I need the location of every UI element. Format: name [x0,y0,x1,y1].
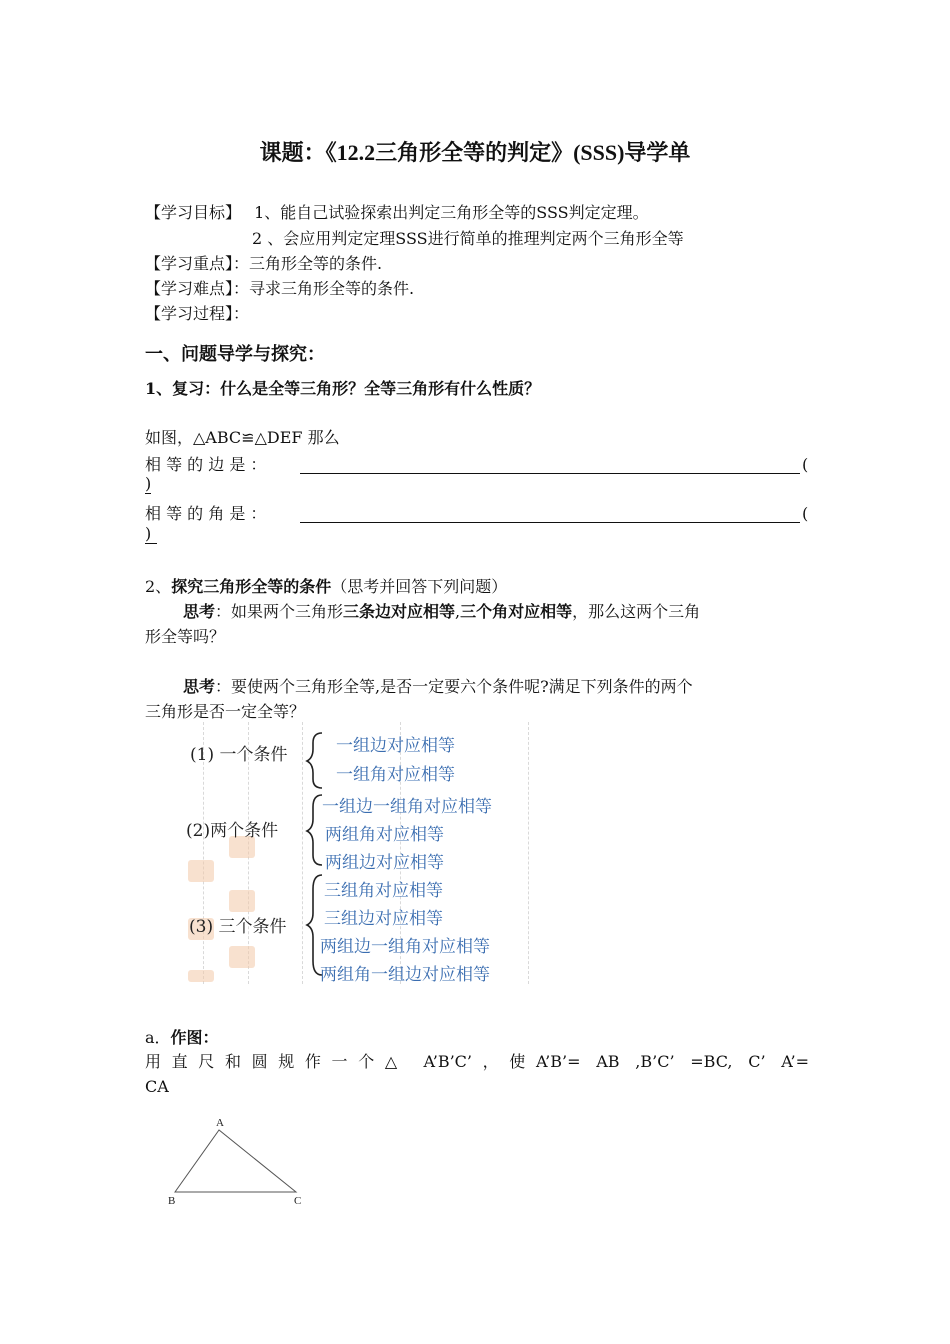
think1-a: ：如果两个三角形 [215,602,344,621]
group3-label: (3) 三个条件 [189,917,287,937]
equal-sides-blank[interactable] [300,455,800,474]
drawing-label-a: a． [145,1028,171,1047]
condition-item: 一组角对应相等 [336,765,455,785]
section2-heading-line [145,574,507,599]
vertex-label-a: A [216,1117,224,1129]
section1-heading: 一、问题导学与探究： [145,344,325,365]
condition-item: 三组角对应相等 [324,881,443,901]
condition-item: 两组边一组角对应相等 [320,937,490,957]
objective-1: 1、能自己试验探索出判定三角形全等的SSS判定定理。 [254,203,649,222]
review-question: 1、复习：什么是全等三角形？全等三角形有什么性质？ [145,379,541,398]
think1-line [183,599,700,624]
equal-angles-label: 相 等 的 角 是 ： [145,504,267,523]
condition-item: 两组角一组边对应相等 [320,965,490,985]
section2-prefix: 2、 [145,577,172,596]
stamp-mark [188,970,214,982]
triangle-outline [175,1130,296,1192]
drawing-instruction: 用直尺和圆规作一个△ A’B’C’，使A’B’= AB ,B’C’ =BC, C’ A’= [145,1052,809,1071]
think1-line2: 形全等吗？ [145,627,226,646]
group1-label: (1) 一个条件 [190,745,288,765]
objective-2: 2 、会应用判定定理SSS进行简单的推理判定两个三角形全等 [252,229,684,248]
brace-group1 [307,733,322,788]
drawing-heading [145,1025,219,1050]
key-point-label: 【学习重点】： [145,254,250,273]
think1-c: , [455,602,461,621]
think2-a: ：要使两个三角形全等,是否一定要六个条件呢?满足下列条件的两个 [215,677,693,696]
page-title: 课题：《12.2三角形全等的判定》(SSS)导学单 [259,140,691,165]
think-label: 思考 [183,602,216,621]
vertex-label-b: B [168,1195,176,1207]
section2-heading: 探究三角形全等的条件 [171,577,332,596]
drawing-instruction-line2: CA [145,1077,169,1096]
paren-close: ) [145,474,152,493]
equal-sides-label: 相 等 的 边 是 ： [145,455,267,474]
think-label: 思考 [183,677,216,696]
objectives-label: 【学习目标】 [145,203,242,222]
paren-open: ( [802,455,809,474]
paren-close: ) [145,525,157,544]
condition-item: 一组边一组角对应相等 [322,797,492,817]
brace-group2 [307,795,322,865]
think2-line2: 三角形是否一定全等？ [145,702,306,721]
stamp-mark [229,890,255,912]
condition-item: 一组边对应相等 [336,736,455,756]
figure-line: 如图，△ABC≌△DEF 那么 [145,428,340,447]
paren-open: ( [802,504,809,523]
triangle-abc [160,1112,320,1212]
difficulty-text: 寻求三角形全等的条件. [249,279,415,298]
section2-note: （思考并回答下列问题） [331,577,508,596]
stamp-mark [229,946,255,968]
difficulty-line [145,276,414,301]
condition-item: 两组边对应相等 [325,853,444,873]
key-point-text: 三角形全等的条件. [249,254,383,273]
objectives-line [145,200,649,225]
think1-d: 三个角对应相等 [460,602,573,621]
condition-item: 三组边对应相等 [324,909,443,929]
condition-item: 两组角对应相等 [325,825,444,845]
group2-label: (2)两个条件 [186,821,279,841]
difficulty-label: 【学习难点】： [145,279,250,298]
guide-line [528,722,529,984]
vertex-label-c: C [294,1195,302,1207]
drawing-label-b: 作图： [170,1028,219,1047]
think1-b: 三条边对应相等 [343,602,456,621]
think1-e: ，那么这两个三角 [572,602,701,621]
think2-line [183,674,693,699]
equal-angles-blank[interactable] [300,504,800,523]
stamp-mark [188,860,214,882]
key-point-line [145,251,382,276]
process-label: 【学习过程】： [145,304,250,323]
